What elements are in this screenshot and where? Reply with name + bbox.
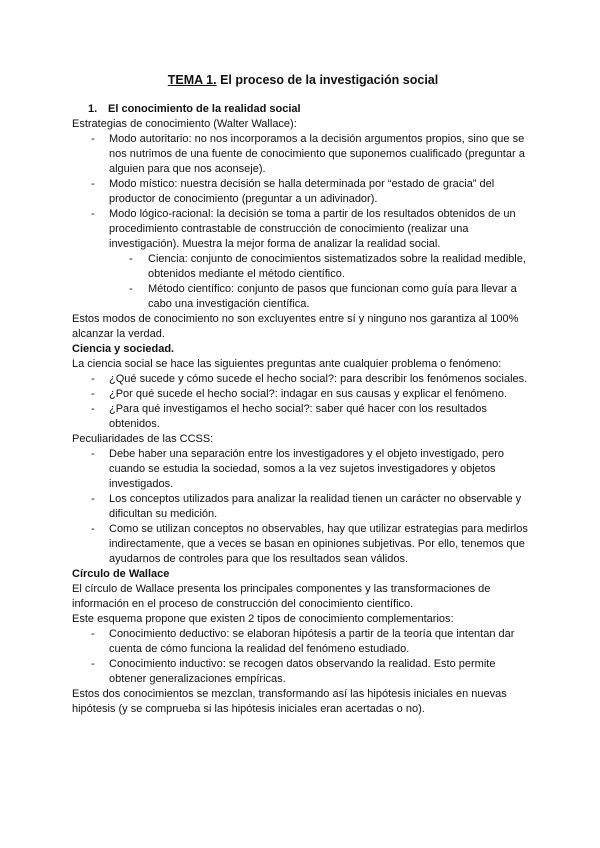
page-title	[72, 72, 534, 88]
document-page	[72, 72, 534, 717]
list-item: - ¿Por qué sucede el hecho social?: indagar en sus causas y explicar el fenómeno.	[72, 387, 534, 402]
list-item: - Modo místico: nuestra decisión se halla determinada por “estado de gracia” del productor de conocimiento (preguntar a un adivinador).	[72, 177, 534, 207]
list-item: - Conocimiento inductivo: se recogen datos observando la realidad. Esto permite obtener generalizaciones empíricas.	[72, 657, 534, 687]
list-item: - Modo autoritario: no nos incorporamos a la decisión argumentos propios, sino que se nos nutrimos de una fuente de conocimiento que suponemos cualificado (preguntar a alguien para que nos aconseje).	[72, 132, 534, 177]
peculiaridades-intro: Peculiaridades de las CCSS:	[72, 433, 214, 445]
list-item: - ¿Para qué investigamos el hecho social?: saber qué hacer con los resultados obtenidos.	[72, 402, 534, 432]
section-1-closing: Estos modos de conocimiento no son excluyentes entre sí y ninguno nos garantiza al 100% alcanzar la verdad.	[72, 313, 519, 340]
list-item: - Los conceptos utilizados para analizar la realidad tienen un carácter no observable y dificultan su medición.	[72, 492, 534, 522]
wallace-heading: Círculo de Wallace	[72, 568, 170, 580]
section-1-heading	[72, 102, 534, 117]
sub-list-item: - Método científico: conjunto de pasos que funcionan como guía para llevar a cabo una investigación científica.	[72, 282, 534, 312]
section-1-intro: Estrategias de conocimiento (Walter Wallace):	[72, 118, 297, 130]
wallace-paragraph-2: Este esquema propone que existen 2 tipos de conocimiento complementarios:	[72, 613, 454, 625]
list-item: - Conocimiento deductivo: se elaboran hipótesis a partir de la teoría que intentan dar cuenta de cómo funciona la realidad del fenómeno estudiado.	[72, 627, 534, 657]
title-prefix: TEMA 1.	[167, 73, 217, 87]
wallace-paragraph-1: El círculo de Wallace presenta los principales componentes y las transformaciones de información en el proceso de construcción del conocimiento científico.	[72, 583, 491, 610]
list-item: - Modo lógico-racional: la decisión se toma a partir de los resultados obtenidos de un procedimiento contrastable de construcción de conocimiento (realizar una investigación). Muestra la mejor forma de analizar la realidad social.	[72, 207, 534, 252]
list-item: - ¿Qué sucede y cómo sucede el hecho social?: para describir los fenómenos sociales.	[72, 372, 534, 387]
wallace-closing: Estos dos conocimientos se mezclan, transformando así las hipótesis iniciales en nuevas hipótesis (y se comprueba si las hipótesis iniciales eran acertadas o no).	[72, 688, 507, 715]
title-text: El proceso de la investigación social	[216, 73, 439, 87]
section-1-heading-text: El conocimiento de la realidad social	[108, 103, 301, 115]
sub-list-item: - Ciencia: conjunto de conocimientos sistematizados sobre la realidad medible, obtenidos mediante el método científico.	[72, 252, 534, 282]
list-item: - Debe haber una separación entre los investigadores y el objeto investigado, pero cuando se estudia la sociedad, somos a la vez sujetos investigadores y objetos investigados.	[72, 447, 534, 492]
ciencia-heading: Ciencia y sociedad.	[72, 343, 175, 355]
ciencia-intro: La ciencia social se hace las siguientes preguntas ante cualquier problema o fenómeno:	[72, 358, 502, 370]
list-item: - Como se utilizan conceptos no observables, hay que utilizar estrategias para medirlos indirectamente, que a veces se basan en opiniones subjetivas. Por ello, tenemos que ayudarnos de controles para que los resultados sean válidos.	[72, 522, 534, 567]
section-1-number: 1.	[88, 103, 98, 115]
